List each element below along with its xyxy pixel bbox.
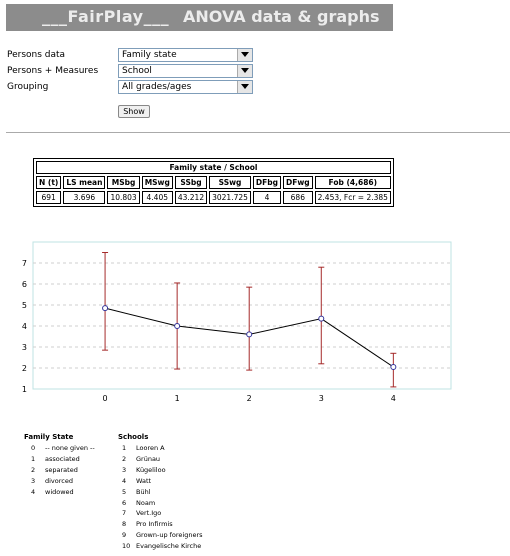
legend-value: Grünau: [136, 454, 161, 463]
persons-measures-value: School: [122, 66, 152, 76]
legend-key: 3: [122, 465, 127, 474]
header-cell: LS mean: [63, 176, 105, 189]
persons-data-value: Family state: [122, 50, 177, 60]
legend-item: [31, 466, 78, 474]
chevron-down-icon[interactable]: [237, 49, 252, 61]
schools-legend-title: Schools: [118, 433, 149, 441]
legend-item: [31, 477, 73, 485]
legend-value: Bühl: [136, 487, 151, 496]
y-tick-label: 2: [21, 364, 27, 373]
value-cell: 43.212: [175, 191, 207, 204]
app-header: [6, 4, 393, 31]
x-tick-label: 4: [390, 394, 396, 403]
x-tick-label: 2: [246, 394, 252, 403]
legend-value: Watt: [136, 476, 152, 485]
value-cell: 3.696: [63, 191, 105, 204]
value-cell: 686: [283, 191, 313, 204]
grouping-label: Grouping: [7, 82, 49, 92]
x-tick-label: 3: [318, 394, 324, 403]
brand-title: ___FairPlay___: [42, 7, 170, 26]
chevron-down-icon[interactable]: [237, 65, 252, 77]
legend-item: [122, 531, 203, 539]
legend-key: 5: [122, 487, 127, 496]
anova-stats-table: [33, 158, 394, 207]
legend-value: Noam: [136, 498, 156, 507]
legend-item: [122, 509, 161, 517]
legend-item: [122, 499, 155, 507]
legend-key: 7: [122, 509, 127, 518]
legend-key: 4: [31, 487, 36, 496]
stats-value-row: [36, 191, 391, 204]
value-cell: 10.803: [107, 191, 139, 204]
divider: [6, 132, 510, 133]
legend-value: associated: [45, 454, 80, 463]
data-point: [103, 306, 108, 311]
legend-item: [122, 466, 166, 474]
value-cell: 2.453, Fcr = 2.385: [315, 191, 391, 204]
legend-item: [31, 444, 95, 452]
legend-item: [31, 488, 74, 496]
header-cell: DFwg: [283, 176, 313, 189]
show-button[interactable]: Show: [118, 105, 150, 118]
legend-key: 8: [122, 520, 127, 529]
grouping-value: All grades/ages: [122, 82, 192, 92]
data-point: [319, 316, 324, 321]
family-legend-title: Family State: [24, 433, 74, 441]
anova-line-chart: [0, 228, 510, 408]
legend-value: widowed: [45, 487, 74, 496]
legend-value: Kügeliloo: [136, 465, 166, 474]
legend-value: Evangelische Kirche: [136, 542, 202, 551]
legend-value: Pro Infirmis: [136, 520, 173, 529]
legend-item: [122, 455, 160, 463]
y-tick-label: 1: [21, 385, 27, 394]
y-tick-label: 3: [21, 343, 27, 352]
y-tick-label: 4: [21, 322, 27, 331]
header-cell: DFbg: [253, 176, 281, 189]
chevron-down-icon[interactable]: [237, 81, 252, 93]
value-cell: 691: [36, 191, 61, 204]
stats-header-row: [36, 176, 391, 189]
legend-value: divorced: [45, 476, 73, 485]
data-point: [247, 332, 252, 337]
page-subtitle: ANOVA data & graphs: [183, 7, 380, 26]
header-cell: SSwg: [209, 176, 251, 189]
legend-key: 3: [31, 476, 36, 485]
value-cell: 4.405: [142, 191, 173, 204]
legend-item: [31, 455, 80, 463]
legend-item: [122, 542, 201, 550]
grouping-select[interactable]: [118, 80, 253, 94]
legend-key: 6: [122, 498, 127, 507]
legend-value: Grown-up foreigners: [136, 531, 203, 540]
legend-key: 1: [122, 444, 127, 452]
header-cell: SSbg: [175, 176, 207, 189]
header-cell: MSbg: [107, 176, 139, 189]
legend-key: 10: [122, 542, 131, 551]
header-cell: N (t): [36, 176, 61, 189]
legend-key: 2: [31, 465, 36, 474]
legend-item: [122, 488, 151, 496]
legend-item: [122, 477, 151, 485]
legend-item: [122, 444, 165, 452]
legend-value: Looren A: [136, 444, 165, 452]
y-tick-label: 5: [21, 301, 27, 310]
legend-value: -- none given --: [45, 444, 95, 452]
legend-item: [122, 520, 173, 528]
y-tick-label: 6: [21, 280, 27, 289]
legend-value: separated: [45, 465, 78, 474]
persons-data-label: Persons data: [7, 50, 66, 60]
stats-table-title: Family state / School: [36, 161, 391, 174]
legend-key: 9: [122, 531, 127, 540]
plot-frame: [33, 242, 451, 389]
y-tick-label: 7: [21, 259, 27, 268]
legend-key: 0: [31, 444, 36, 452]
value-cell: 4: [253, 191, 281, 204]
value-cell: 3021.725: [209, 191, 251, 204]
legend-key: 1: [31, 454, 36, 463]
persons-data-select[interactable]: [118, 48, 253, 62]
legend-value: Vert.Igo: [136, 509, 162, 518]
persons-measures-select[interactable]: [118, 64, 253, 78]
header-cell: MSwg: [142, 176, 173, 189]
legend-key: 2: [122, 454, 127, 463]
x-tick-label: 0: [102, 394, 108, 403]
x-tick-label: 1: [174, 394, 180, 403]
data-point: [391, 364, 396, 369]
persons-measures-label: Persons + Measures: [7, 66, 99, 76]
data-point: [175, 324, 180, 329]
legend-key: 4: [122, 476, 127, 485]
header-cell: Fob (4,686): [315, 176, 391, 189]
